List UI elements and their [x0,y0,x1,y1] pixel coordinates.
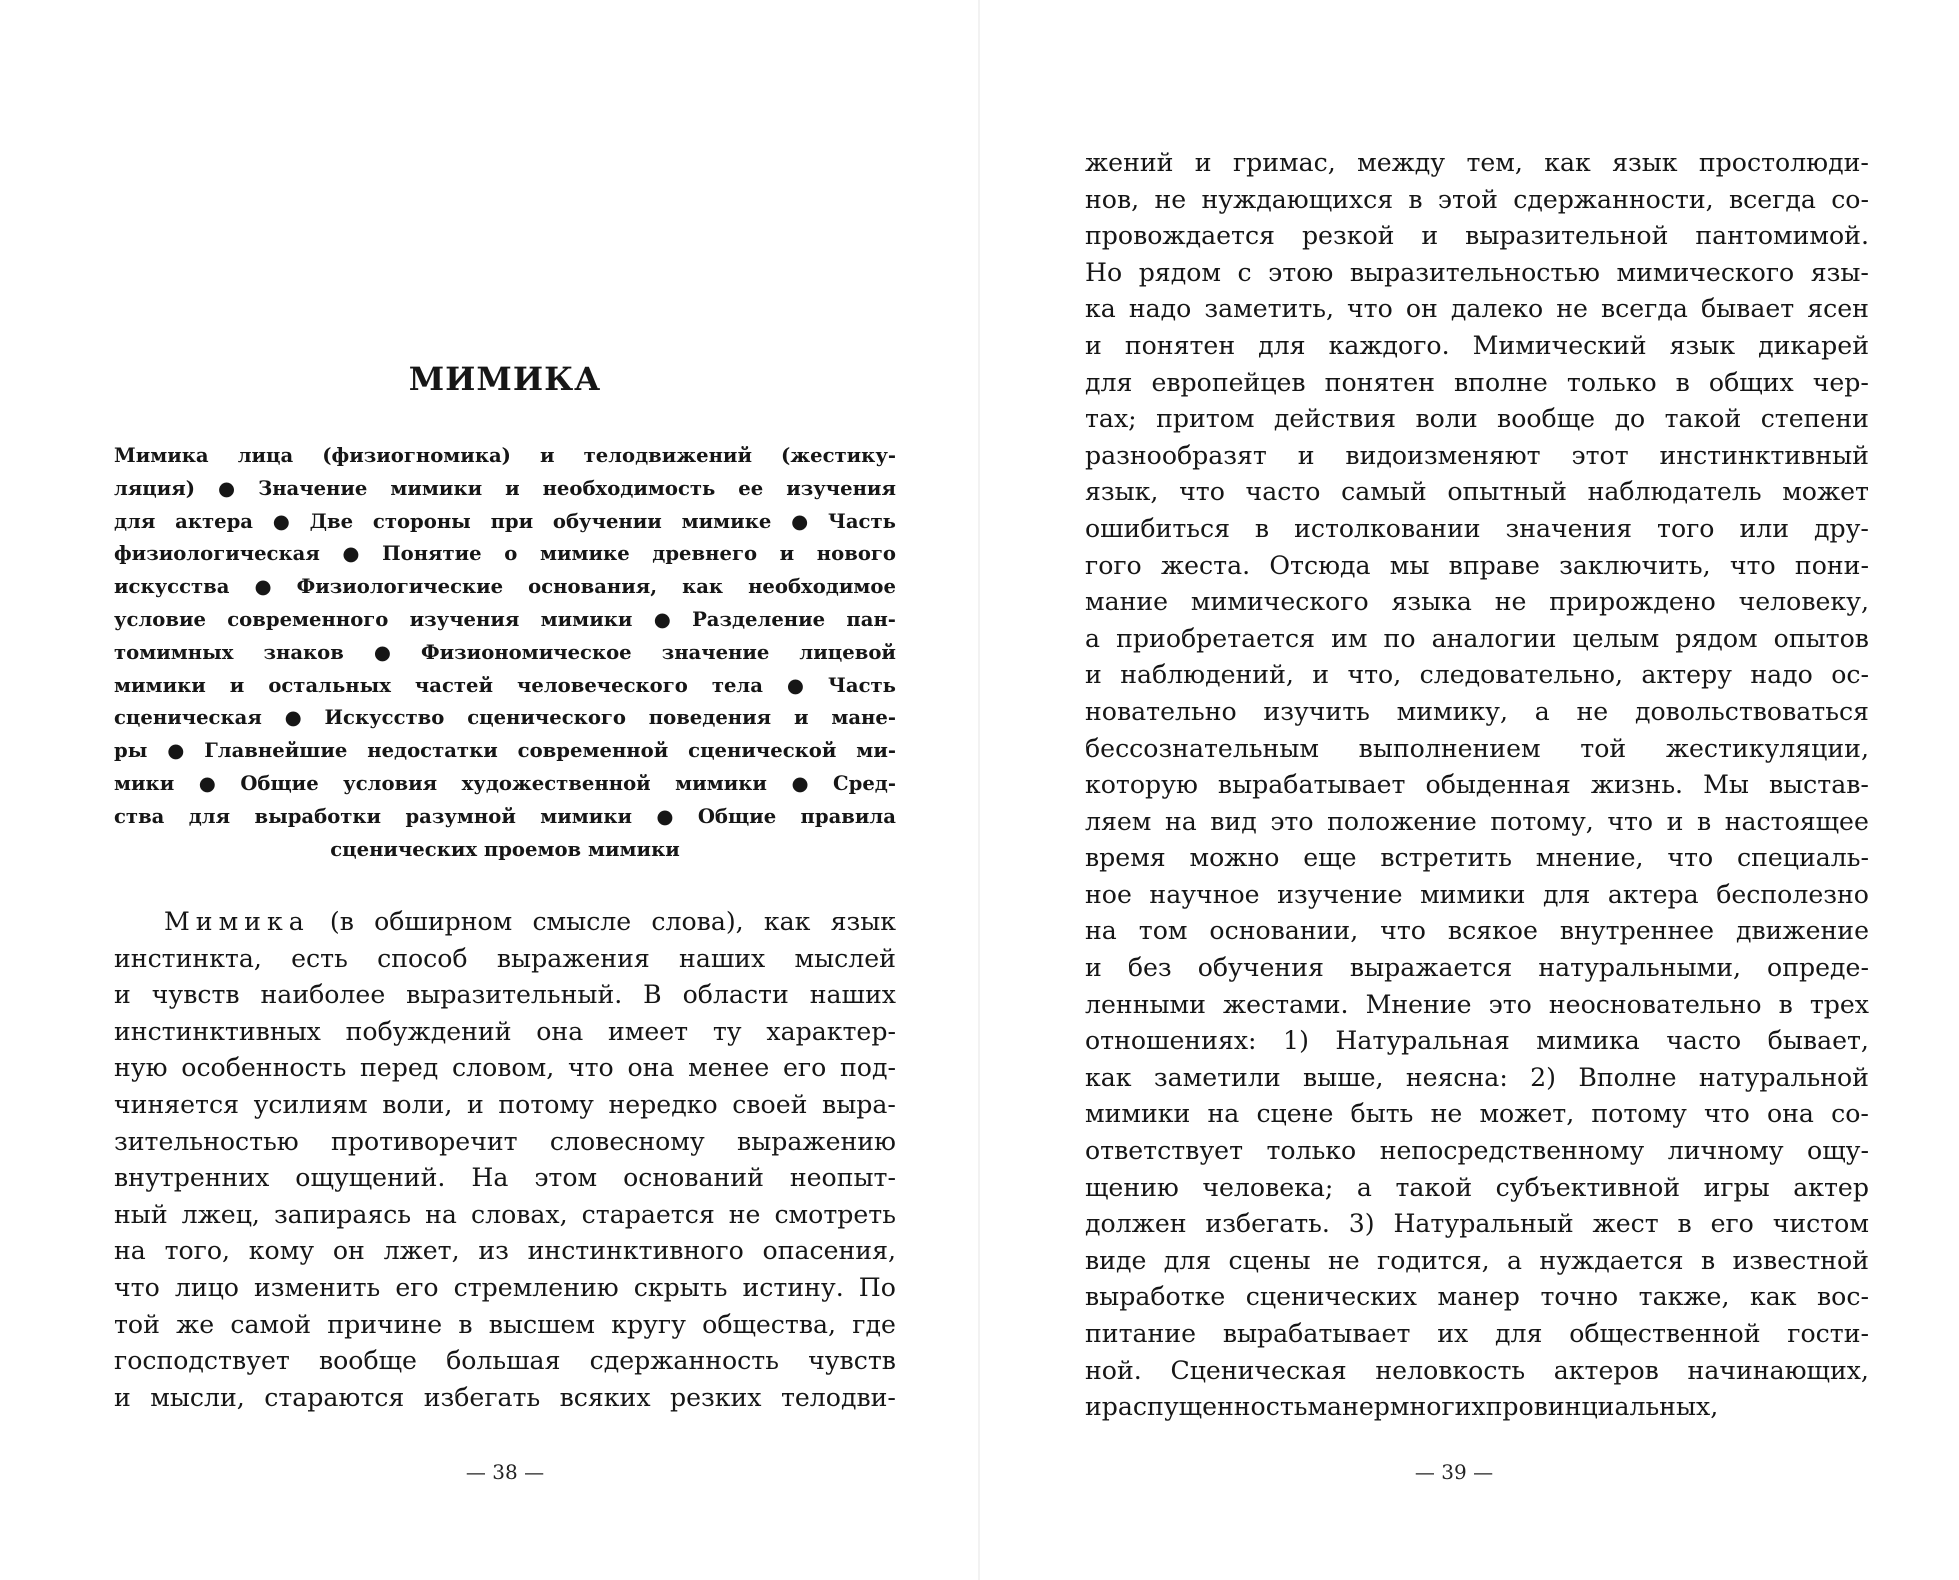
text-line: и мысли, стараются избегать всяких резких телодви- [114,1382,896,1412]
text-line: выработке сценических манер точно также, как вос- [1085,1282,1869,1312]
left-page [0,0,979,1580]
text-line: внутренних ощущений. На этом оснований неопыт- [114,1163,896,1193]
text-line: отношениях: 1) Натуральная мимика часто бывает, [1085,1026,1869,1056]
summary-line: для актера ● Две стороны при обучении мимике ● Часть [114,509,896,533]
summary-line: ства для выработки разумной мимики ● Общие правила [114,804,896,828]
text-line: ответствует только непосредственному личному ощу- [1085,1136,1869,1166]
text-line: должен избегать. 3) Натуральный жест в его чистом [1085,1209,1869,1239]
text-line: ка надо заметить, что он далеко не всегда бывает ясен [1085,294,1869,324]
text-line: новательно изучить мимику, а не довольствоваться [1085,696,1869,726]
paragraph-first-line: Мимика (в обширном смысле слова), как язык [114,904,896,941]
chapter-title: МИМИКА [408,360,602,398]
text-line: щению человека; а такой субъективной игры актер [1085,1172,1869,1202]
text-line: ное научное изучение мимики для актера бесполезно [1085,879,1869,909]
emphasized-word: Мимика [164,907,310,936]
text-line: ный лжец, запираясь на словах, старается не смотреть [114,1199,896,1229]
text-line: ошибиться в истолковании значения того или дру- [1085,513,1869,543]
text-line: и чувств наиболее выразительный. В области наших [114,980,896,1010]
summary-line: условие современного изучения мимики ● Разделение пан- [114,607,896,631]
summary-line: томимных знаков ● Физиономическое значение лицевой [114,640,896,664]
text-line: время можно еще встретить мнение, что специаль- [1085,843,1869,873]
summary-line: физиологическая ● Понятие о мимике древнего и нового [114,542,896,566]
chapter-summary [114,440,896,866]
text-line-last: и распущенность манер многих провинциальных, [1085,1392,1719,1422]
text-line: ляем на вид это положение потому, что и в настоящее [1085,806,1869,836]
summary-line: мимики и остальных частей человеческого тела ● Часть [114,673,896,697]
text-line: питание вырабатывает их для общественной гости- [1085,1319,1869,1348]
text-line: а приобретается им по аналогии целым рядом опытов [1085,623,1869,653]
text-line: виде для сцены не годится, а нуждается в известной [1085,1245,1869,1275]
text-line: тах; притом действия воли вообще до такой степени [1085,404,1869,434]
text-line: на том основании, что всякое внутреннее движение [1085,916,1869,946]
text-line: инстинкта, есть способ выражения наших мыслей [114,943,896,973]
page-number-right: — 39 — [1414,1460,1494,1484]
text-line: мание мимического языка не прирождено человеку, [1085,587,1869,617]
text-line: провождается резкой и выразительной пантомимой. [1085,221,1869,251]
text-line: на того, кому он лжет, из инстинктивного опасения, [114,1236,896,1266]
text-line: ную особенность перед словом, что она менее его под- [114,1053,896,1083]
summary-line: мики ● Общие условия художественной мимики ● Сред- [114,771,896,795]
text-line: зительностью противоречит словесному выражению [114,1126,896,1156]
text-line: чиняется усилиям воли, и потому нередко своей выра- [114,1089,896,1119]
right-page [979,0,1959,1580]
left-body-text [114,904,896,1416]
text-line: инстинктивных побуждений она имеет ту характер- [114,1016,896,1046]
summary-line: Мимика лица (физиогномика) и телодвижений (жестику- [114,444,896,467]
right-body-text [1085,145,1869,1426]
page-number-left: — 38 — [465,1460,545,1484]
summary-line: сценическая ● Искусство сценического поведения и мане- [114,706,896,730]
text-line: для европейцев понятен вполне только в общих чер- [1085,367,1869,397]
text-line: господствует вообще большая сдержанность чувств [114,1346,896,1376]
text-line: той же самой причине в высшем кругу общества, где [114,1309,896,1339]
text-line: жений и гримас, между тем, как язык простолюди- [1085,148,1869,177]
text-line: ленными жестами. Мнение это неосновательно в трех [1085,989,1869,1019]
text-line: нов, не нуждающихся в этой сдержанности, всегда со- [1085,184,1869,214]
text-line: Но рядом с этою выразительностью мимического язы- [1085,257,1869,287]
text-line: ной. Сценическая неловкость актеров начинающих, [1085,1355,1869,1385]
summary-line: искусства ● Физиологические основания, как необходимое [114,575,896,599]
text-line: и без обучения выражается натуральными, опреде- [1085,953,1869,983]
text-line: что лицо изменить его стремлению скрыть истину. По [114,1272,896,1302]
text-line: которую вырабатывает обыденная жизнь. Мы выстав- [1085,770,1869,800]
summary-line: ры ● Главнейшие недостатки современной сценической ми- [114,739,896,763]
summary-line: ляция) ● Значение мимики и необходимость ее изучения [114,476,896,500]
text-line: разнообразят и видоизменяют этот инстинктивный [1085,440,1869,470]
text-line: и наблюдений, и что, следовательно, актеру надо ос- [1085,660,1869,690]
text-line: мимики на сцене быть не может, потому что она со- [1085,1099,1869,1129]
summary-line-last: сценических проемов мимики [330,837,680,861]
text-line: язык, что часто самый опытный наблюдатель может [1085,477,1869,507]
text-line: и понятен для каждого. Мимический язык дикарей [1085,330,1869,360]
text-line: бессознательным выполнением той жестикуляции, [1085,733,1869,763]
text-line: как заметили выше, неясна: 2) Вполне натуральной [1085,1062,1869,1092]
text-line: гого жеста. Отсюда мы вправе заключить, что пони- [1085,550,1869,580]
